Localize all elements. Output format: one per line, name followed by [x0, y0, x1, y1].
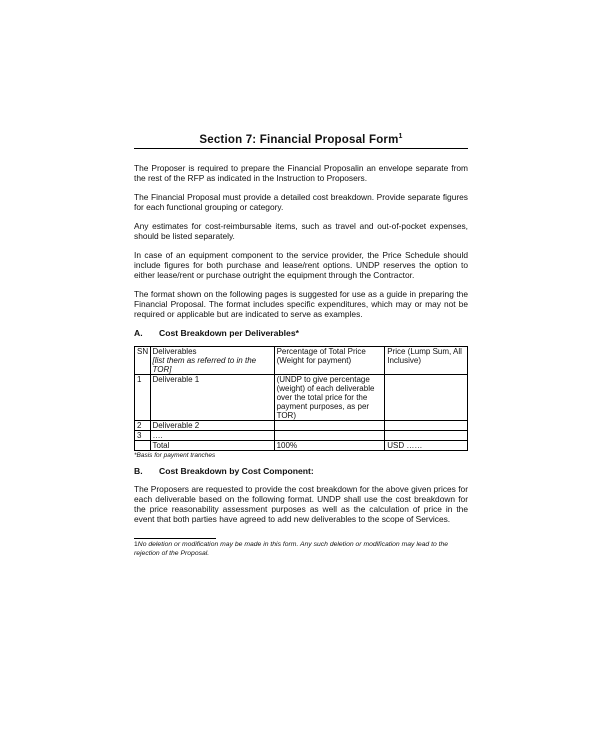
document-page [134, 134, 468, 558]
title-footnote-marker: 1 [398, 133, 403, 141]
row-deliverable: Total [150, 441, 274, 451]
section-a-title: Cost Breakdown per Deliverables* [159, 328, 299, 338]
row-deliverable: Deliverable 2 [150, 421, 274, 431]
row-sn: 1 [135, 375, 151, 421]
row-price [385, 431, 468, 441]
row-sn: 3 [135, 431, 151, 441]
paragraph-1: The Proposer is required to prepare the Financial Proposalin an envelope separate from the rest of the RFP as indicated in the Instruction to Proposers. [134, 163, 468, 183]
section-b-title: Cost Breakdown by Cost Component: [159, 466, 314, 476]
footnote [134, 540, 468, 558]
row-sn [135, 441, 151, 451]
table-row [135, 431, 468, 441]
section-a-heading [134, 328, 468, 338]
row-price [385, 375, 468, 421]
page-title [134, 134, 468, 149]
table-note: *Basis for payment tranches [134, 452, 216, 459]
table-header-row [135, 347, 468, 375]
table-row [135, 421, 468, 431]
table-total-row [135, 441, 468, 451]
paragraph-2: The Financial Proposal must provide a detailed cost breakdown. Provide separate figures for each functional grouping or category. [134, 192, 468, 212]
header-sn: SN [135, 347, 151, 375]
paragraph-b: The Proposers are requested to provide the cost breakdown for the above given prices for each deliverable based on the following format. UNDP shall use the cost breakdown for the price reasonability assessment purposes as well as the calculation of price in the event that both parties have agreed to add new deliverables to the scope of Services. [134, 484, 468, 524]
table-row [135, 375, 468, 421]
header-deliverables [150, 347, 274, 375]
section-b-heading [134, 466, 468, 476]
row-sn: 2 [135, 421, 151, 431]
section-a-letter: A. [134, 328, 143, 338]
header-percentage: Percentage of Total Price (Weight for payment) [274, 347, 385, 375]
header-deliverables-label: Deliverables [152, 347, 197, 356]
paragraph-4: In case of an equipment component to the service provider, the Price Schedule should include figures for both purchase and lease/rent options. UNDP reserves the option to either lease/rent or purchase outright the equipment through the Contractor. [134, 250, 468, 280]
row-deliverable: Deliverable 1 [150, 375, 274, 421]
header-price: Price (Lump Sum, All Inclusive) [385, 347, 468, 375]
row-percentage: (UNDP to give percentage (weight) of each deliverable over the total price for the payment purposes, as per TOR) [274, 375, 385, 421]
section-b-letter: B. [134, 466, 143, 476]
row-price [385, 421, 468, 431]
row-percentage [274, 431, 385, 441]
footnote-number: 1 [134, 541, 138, 548]
row-price: USD …… [385, 441, 468, 451]
paragraph-5: The format shown on the following pages is suggested for use as a guide in preparing the Financial Proposal. The format includes specific expenditures, which may or may not be required or applicable but are indicated to serve as examples. [134, 289, 468, 319]
header-deliverables-note: [list them as referred to in the TOR] [152, 356, 257, 374]
row-percentage: 100% [274, 441, 385, 451]
paragraph-3: Any estimates for cost-reimbursable items, such as travel and out-of-pocket expenses, should be listed separately. [134, 221, 468, 241]
row-deliverable: …. [150, 431, 274, 441]
footnote-text: No deletion or modification may be made in this form. Any such deletion or modification may lead to the rejection of the Proposal. [134, 541, 449, 557]
row-percentage [274, 421, 385, 431]
cost-breakdown-table [134, 346, 468, 451]
footnote-divider [134, 538, 216, 539]
title-text: Section 7: Financial Proposal Form [199, 134, 399, 146]
